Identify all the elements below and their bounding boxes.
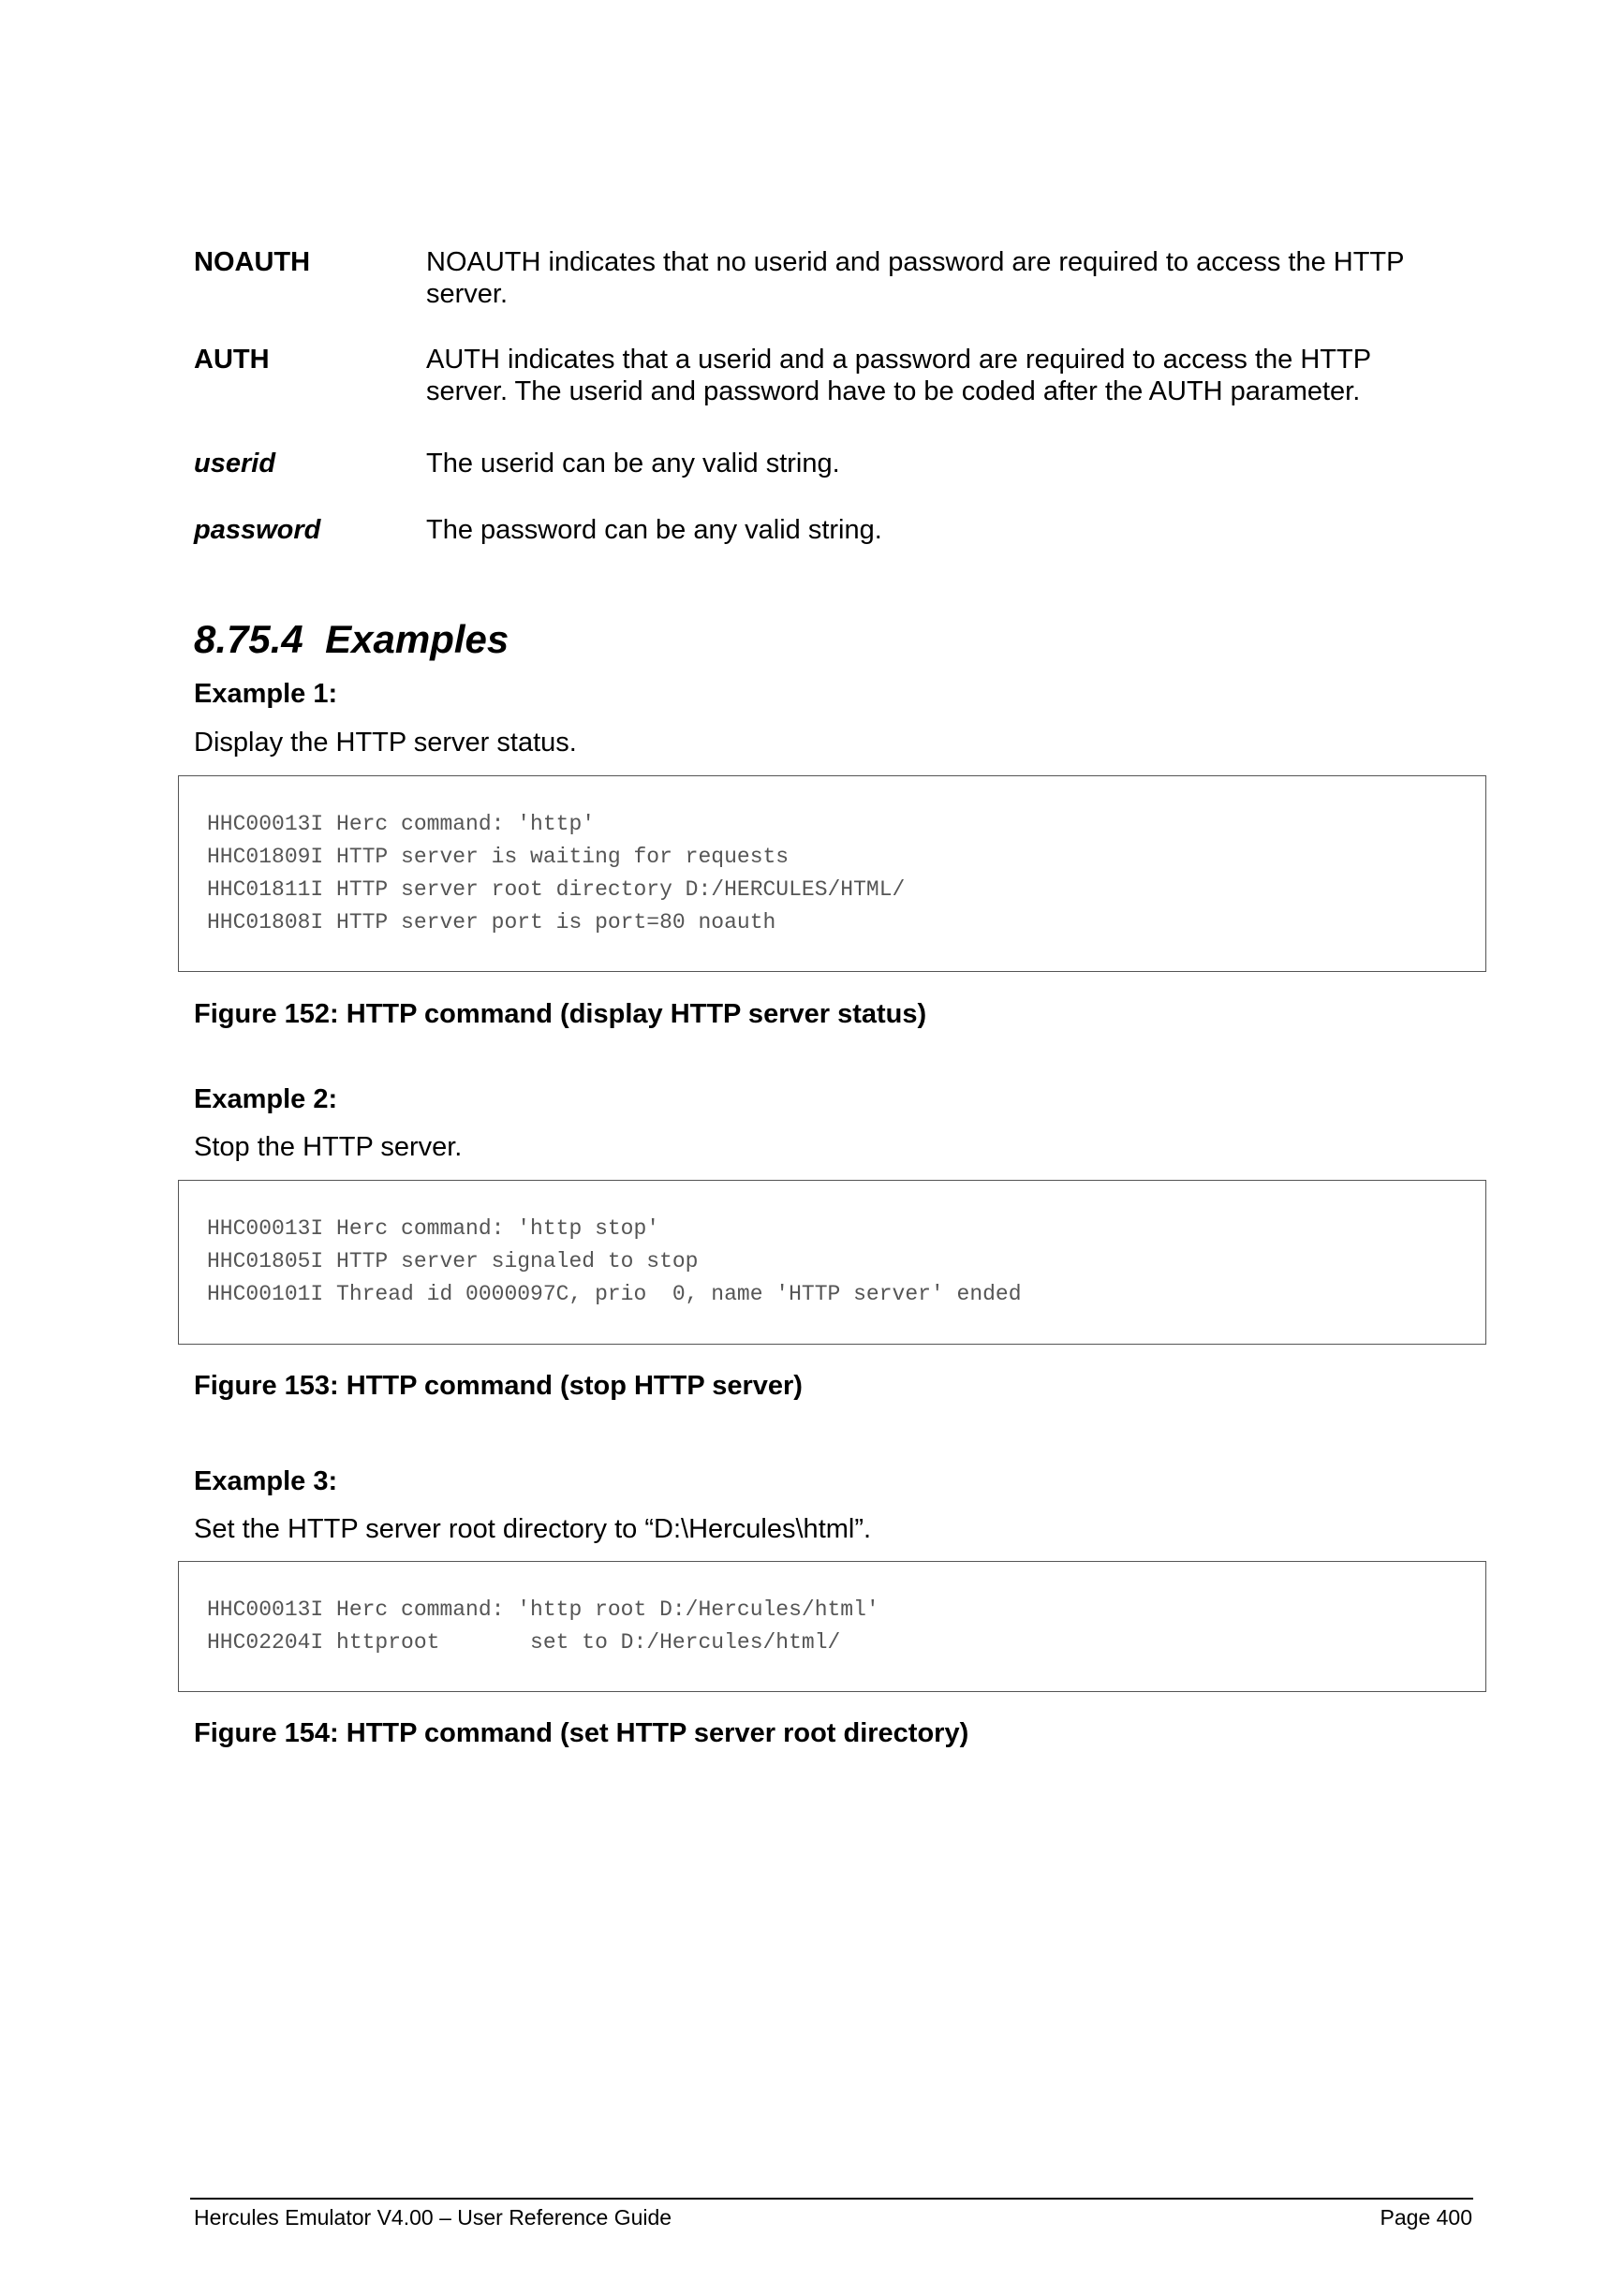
code-line: HHC00101I Thread id 0000097C, prio 0, name 'HTTP server' ended [207, 1282, 1022, 1306]
code-block [178, 1561, 1486, 1692]
description-line: server. The userid and password have to be coded after the AUTH parameter. [426, 376, 1361, 406]
code-line: HHC01805I HTTP server signaled to stop [207, 1249, 699, 1273]
parameter-name: password [194, 515, 321, 545]
parameter-description [426, 344, 1503, 407]
footer-divider [190, 2198, 1473, 2200]
code-line: HHC01809I HTTP server is waiting for requests [207, 845, 790, 869]
figure-caption: Figure 152: HTTP command (display HTTP server status) [194, 999, 927, 1029]
example-label: Example 2: [194, 1084, 338, 1114]
example-description: Set the HTTP server root directory to “D:\Hercules\html”. [194, 1514, 872, 1544]
code-line: HHC02204I httproot set to D:/Hercules/html/ [207, 1630, 841, 1655]
code-block [178, 1180, 1486, 1345]
parameter-description [426, 246, 1503, 310]
footer-page-number: Page 400 [1380, 2205, 1472, 2230]
code-block [178, 775, 1486, 972]
code-line: HHC00013I Herc command: 'http' [207, 812, 596, 836]
parameter-name: userid [194, 449, 276, 478]
figure-caption: Figure 154: HTTP command (set HTTP server root directory) [194, 1718, 969, 1748]
parameter-description [426, 448, 1503, 479]
code-line: HHC00013I Herc command: 'http stop' [207, 1216, 660, 1241]
example-description: Stop the HTTP server. [194, 1132, 463, 1162]
parameter-name: NOAUTH [194, 247, 311, 277]
description-line: The userid can be any valid string. [426, 449, 840, 478]
description-line: NOAUTH indicates that no userid and password are required to access the HTTP [426, 247, 1405, 277]
code-line: HHC01808I HTTP server port is port=80 noauth [207, 910, 776, 935]
example-label: Example 1: [194, 679, 338, 709]
figure-caption: Figure 153: HTTP command (stop HTTP server) [194, 1371, 803, 1401]
description-line: server. [426, 279, 509, 309]
section-number: 8.75.4 [194, 617, 303, 661]
description-line: AUTH indicates that a userid and a password are required to access the HTTP [426, 345, 1372, 375]
description-line: The password can be any valid string. [426, 515, 882, 545]
code-line: HHC01811I HTTP server root directory D:/HERCULES/HTML/ [207, 877, 906, 902]
parameter-name: AUTH [194, 345, 270, 375]
section-heading [194, 616, 509, 663]
code-line: HHC00013I Herc command: 'http root D:/Hercules/html' [207, 1597, 879, 1622]
example-label: Example 3: [194, 1466, 338, 1496]
example-description: Display the HTTP server status. [194, 728, 577, 758]
footer-document-title: Hercules Emulator V4.00 – User Reference Guide [194, 2205, 672, 2230]
parameter-description [426, 514, 1503, 546]
section-title: Examples [325, 617, 509, 661]
